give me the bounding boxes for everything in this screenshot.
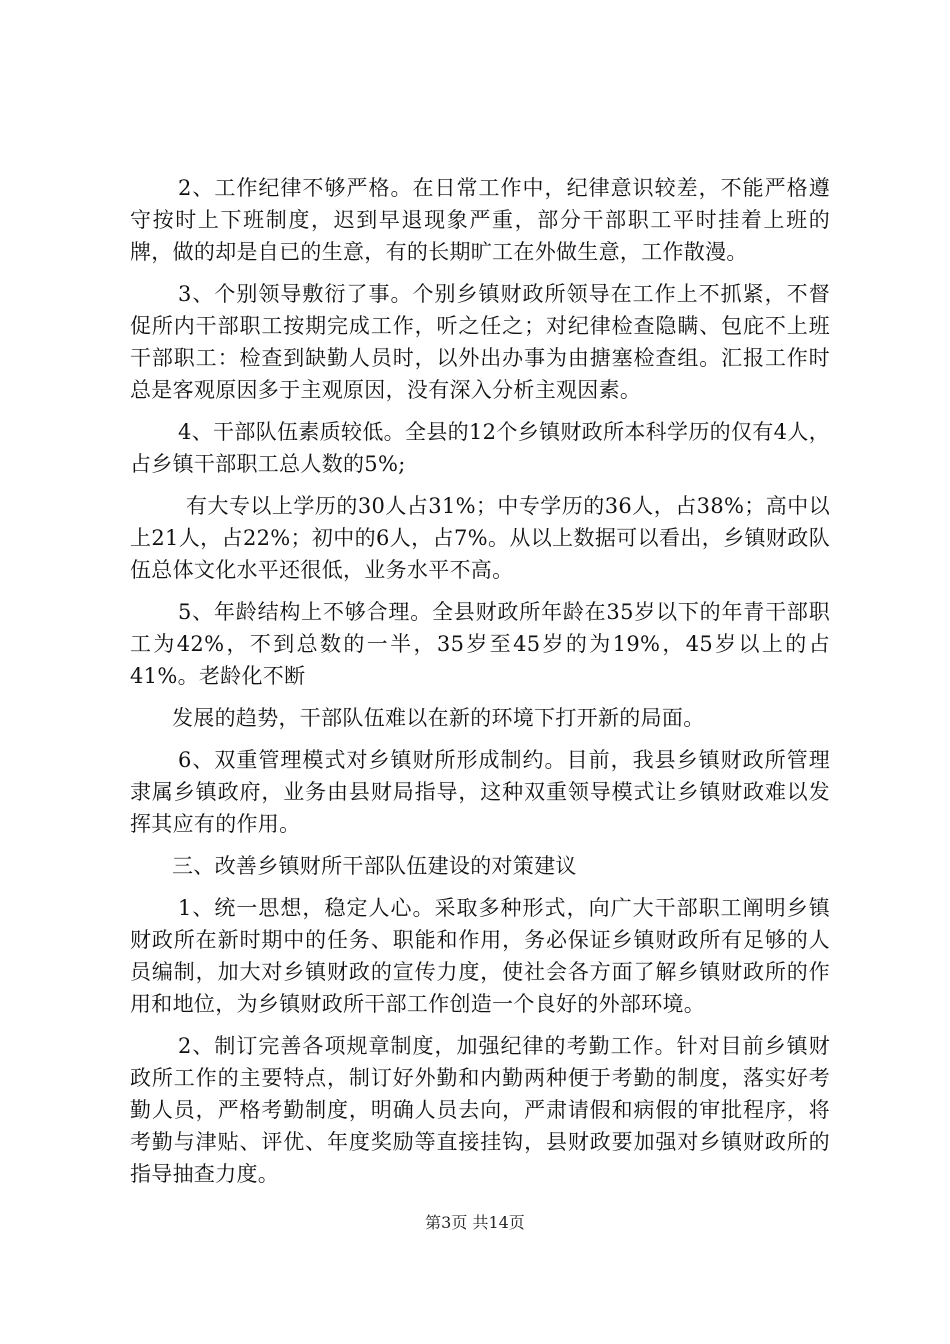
section-heading-countermeasures: 三、改善乡镇财所干部队伍建设的对策建议 (172, 854, 577, 878)
document-body (130, 172, 830, 1200)
paragraph-work-discipline: 2、工作纪律不够严格。在日常工作中，纪律意识较差，不能严格遵守按时上下班制度，迟到早退现象严重，部分干部职工平时挂着上班的牌，做的却是自已的生意，有的长期旷工在外做生意，工作散漫。 (130, 176, 830, 264)
paragraph-rules-attendance: 2、制订完善各项规章制度，加强纪律的考勤工作。针对目前乡镇财政所工作的主要特点，制订好外勤和内勤两种便于考勤的制度，落实好考勤人员，严格考勤制度，明确人员去向，严肃请假和病假的审批程序，将考勤与津贴、评优、年度奖励等直接挂钩，县财政要加强对乡镇财政所的指导抽查力度。 (130, 1034, 830, 1186)
paragraph-staff-quality: 4、干部队伍素质较低。全县的12个乡镇财政所本科学历的仅有4人，占乡镇干部职工总人数的5%; (130, 420, 830, 476)
page-footer (0, 1212, 950, 1234)
paragraph-age-trend: 发展的趋势，干部队伍难以在新的环境下打开新的局面。 (172, 706, 705, 730)
paragraph-education-stats: 有大专以上学历的30人占31%；中专学历的36人，占38%；高中以上21人，占22%；初中的6人，占7%。从以上数据可以看出，乡镇财政队伍总体文化水平还很低，业务水平不高。 (130, 494, 830, 582)
paragraph-dual-management: 6、双重管理模式对乡镇财所形成制约。目前，我县乡镇财政所管理隶属乡镇政府，业务由县财局指导，这种双重领导模式让乡镇财政难以发挥其应有的作用。 (130, 748, 830, 836)
paragraph-age-structure: 5、年龄结构上不够合理。全县财政所年龄在35岁以下的年青干部职工为42%，不到总数的一半，35岁至45岁的为19%，45岁以上的占41%。老龄化不断 (130, 600, 830, 688)
page-number-label: 第3页 共14页 (425, 1213, 525, 1232)
paragraph-unify-thinking: 1、统一思想，稳定人心。采取多种形式，向广大干部职工阐明乡镇财政所在新时期中的任务、职能和作用，务必保证乡镇财政所有足够的人员编制，加大对乡镇财政的宣传力度，使社会各方面了解乡镇财政所的作用和地位，为乡镇财政所干部工作创造一个良好的外部环境。 (130, 896, 830, 1016)
paragraph-leaders-perfunctory: 3、个别领导敷衍了事。个别乡镇财政所领导在工作上不抓紧，不督促所内干部职工按期完成工作，听之任之；对纪律检查隐瞒、包庇不上班干部职工：检查到缺勤人员时，以外出办事为由搪塞检查组。汇报工作时总是客观原因多于主观原因，没有深入分析主观因素。 (130, 282, 830, 402)
